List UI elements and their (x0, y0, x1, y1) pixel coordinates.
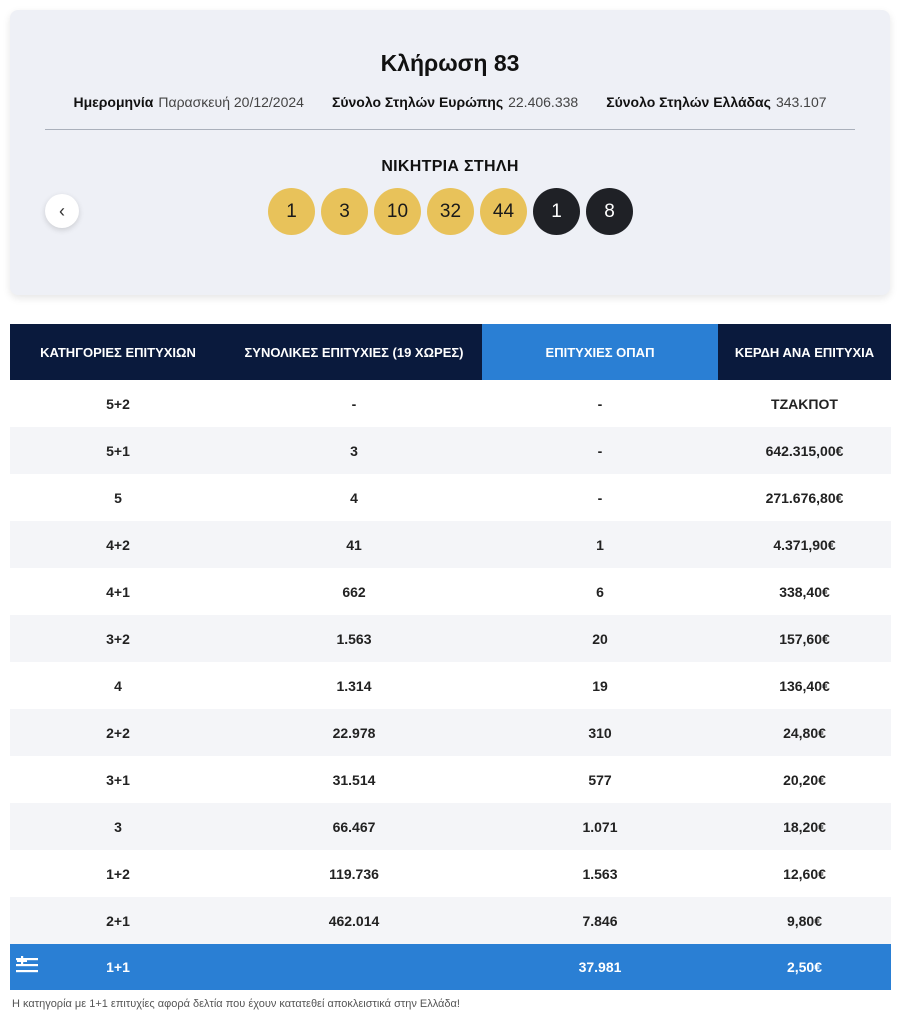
cell-opap-winners: 6 (482, 568, 718, 615)
cell-opap-winners: 1 (482, 521, 718, 568)
winning-label: ΝΙΚΗΤΡΙΑ ΣΤΗΛΗ (381, 158, 519, 175)
cell-total-winners: 1.563 (226, 615, 482, 662)
cell-total-winners (226, 944, 482, 990)
cell-prize: ΤΖΑΚΠΟΤ (718, 380, 891, 427)
cell-category: 4+2 (10, 521, 226, 568)
cell-prize: 12,60€ (718, 850, 891, 897)
chevron-left-icon: ‹ (59, 200, 65, 221)
cell-category: 5+1 (10, 427, 226, 474)
table-row (10, 474, 891, 521)
cell-opap-winners: 7.846 (482, 897, 718, 944)
euro-number-ball: 1 (533, 188, 580, 235)
cell-category: 5 (10, 474, 226, 521)
euro-number-ball: 8 (586, 188, 633, 235)
cell-opap-winners: 1.563 (482, 850, 718, 897)
table-row (10, 897, 891, 944)
cell-category: 3+2 (10, 615, 226, 662)
greece-only-row (10, 944, 891, 990)
greek-flag-icon (16, 956, 38, 976)
cell-prize: 157,60€ (718, 615, 891, 662)
footnote: Η κατηγορία με 1+1 επιτυχίες αφορά δελτία που έχουν κατατεθεί αποκλειστικά στην Ελλάδα! (12, 998, 460, 1010)
previous-draw-button[interactable] (45, 194, 79, 228)
cell-prize: 20,20€ (718, 756, 891, 803)
cell-total-winners: 1.314 (226, 662, 482, 709)
europe-total: Σύνολο Στηλών Ευρώπης 22.406.338 (331, 94, 579, 110)
cell-total-winners: 119.736 (226, 850, 482, 897)
draw-meta (10, 94, 890, 110)
table-row (10, 380, 891, 427)
greece-total: Σύνολο Στηλών Ελλάδας 343.107 (606, 94, 827, 110)
main-number-ball: 44 (480, 188, 527, 235)
cell-total-winners: 4 (226, 474, 482, 521)
cell-opap-winners: 310 (482, 709, 718, 756)
cell-category: 2+2 (10, 709, 226, 756)
cell-opap-winners: - (482, 474, 718, 521)
cell-total-winners: 22.978 (226, 709, 482, 756)
cell-category: 4 (10, 662, 226, 709)
cell-prize: 642.315,00€ (718, 427, 891, 474)
cell-opap-winners: - (482, 427, 718, 474)
cell-opap-winners: 19 (482, 662, 718, 709)
cell-total-winners: 462.014 (226, 897, 482, 944)
table-row (10, 568, 891, 615)
header-total-winners: ΣΥΝΟΛΙΚΕΣ ΕΠΙΤΥΧΙΕΣ (19 ΧΩΡΕΣ) (226, 324, 482, 380)
header-prize: ΚΕΡΔΗ ΑΝΑ ΕΠΙΤΥΧΙΑ (718, 324, 891, 380)
cell-category: 1+2 (10, 850, 226, 897)
cell-total-winners: 662 (226, 568, 482, 615)
cell-opap-winners: 1.071 (482, 803, 718, 850)
table-row (10, 662, 891, 709)
cell-opap-winners: 577 (482, 756, 718, 803)
winning-numbers (268, 188, 633, 235)
main-number-ball: 3 (321, 188, 368, 235)
cell-prize: 18,20€ (718, 803, 891, 850)
cell-prize: 24,80€ (718, 709, 891, 756)
cell-prize: 4.371,90€ (718, 521, 891, 568)
table-row (10, 803, 891, 850)
main-number-ball: 10 (374, 188, 421, 235)
draw-date: Ημερομηνία Παρασκευή 20/12/2024 (73, 94, 304, 110)
cell-category: 3 (10, 803, 226, 850)
cell-category: 5+2 (10, 380, 226, 427)
cell-prize: 338,40€ (718, 568, 891, 615)
cell-category: 1+1 (10, 944, 226, 990)
cell-prize: 9,80€ (718, 897, 891, 944)
cell-total-winners: 31.514 (226, 756, 482, 803)
results-table (10, 324, 891, 990)
cell-category: 2+1 (10, 897, 226, 944)
header-categories: ΚΑΤΗΓΟΡΙΕΣ ΕΠΙΤΥΧΙΩΝ (10, 324, 226, 380)
cell-total-winners: 41 (226, 521, 482, 568)
main-number-ball: 32 (427, 188, 474, 235)
cell-total-winners: - (226, 380, 482, 427)
results-table-container (10, 324, 891, 990)
cell-opap-winners: - (482, 380, 718, 427)
cell-prize: 271.676,80€ (718, 474, 891, 521)
draw-card (10, 10, 890, 295)
cell-prize: 2,50€ (718, 944, 891, 990)
cell-category: 4+1 (10, 568, 226, 615)
cell-category: 3+1 (10, 756, 226, 803)
table-row (10, 756, 891, 803)
table-row (10, 521, 891, 568)
table-row (10, 850, 891, 897)
header-opap-winners: ΕΠΙΤΥΧΙΕΣ ΟΠΑΠ (482, 324, 718, 380)
cell-prize: 136,40€ (718, 662, 891, 709)
divider (45, 129, 855, 130)
table-row (10, 709, 891, 756)
draw-title: Κλήρωση 83 (380, 50, 520, 76)
cell-total-winners: 66.467 (226, 803, 482, 850)
main-number-ball: 1 (268, 188, 315, 235)
cell-opap-winners: 37.981 (482, 944, 718, 990)
cell-total-winners: 3 (226, 427, 482, 474)
table-row (10, 615, 891, 662)
cell-opap-winners: 20 (482, 615, 718, 662)
table-row (10, 427, 891, 474)
